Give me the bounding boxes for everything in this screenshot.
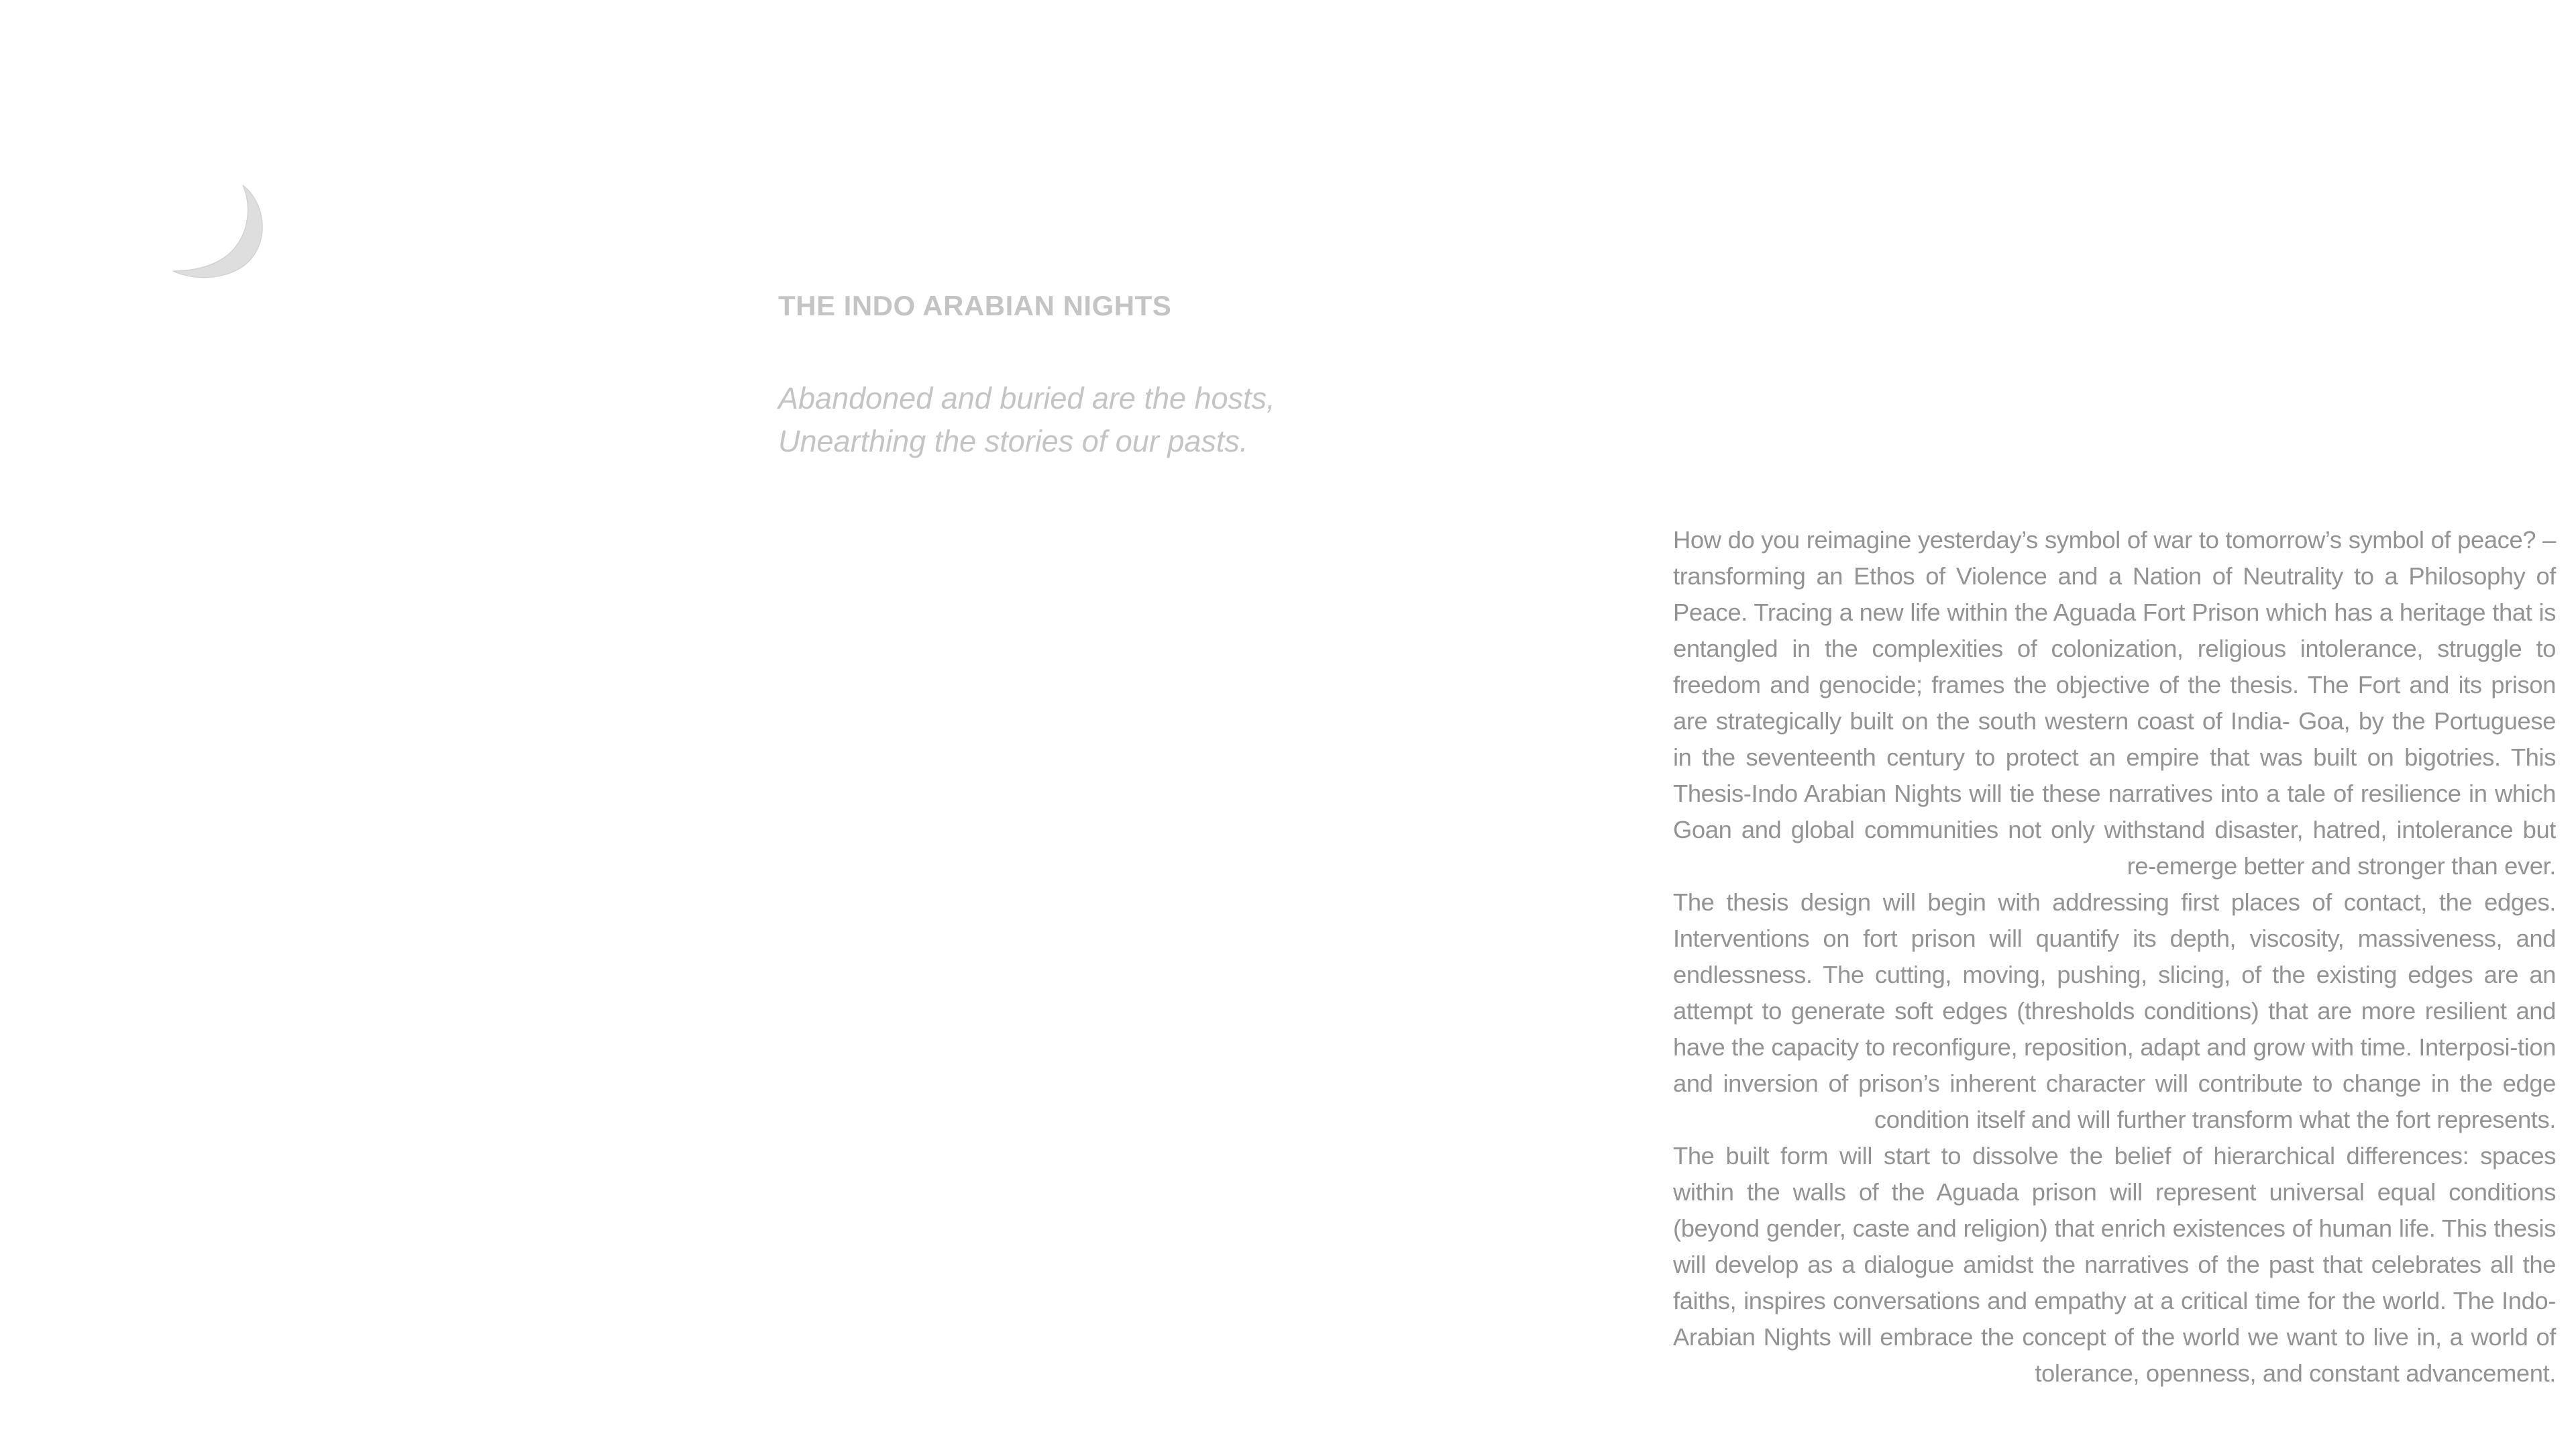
subtitle-line: Unearthing the stories of our pasts. <box>778 424 1248 458</box>
page-title: THE INDO ARABIAN NIGHTS <box>778 290 1172 321</box>
paragraph: How do you reimagine yesterday’s symbol of war to tomorrow’s symbol of peace? –transforming an Ethos of Violence and a Nation of Neutrality to a Philosophy of Peace. Tracing a new life within the Aguada Fort Prison which has a heritage that is entangled in the complexities of colonization, religious intolerance, struggle to freedom and genocide; frames the objective of the thesis. The Fort and its prison are strategically built on the south western coast of India- Goa, by the Portuguese in the seventeenth century to protect an empire that was built on bigotries. This Thesis-Indo Arabian Nights will tie these narratives into a tale of resilience in which Goan and global communities not only withstand disaster, hatred, intolerance but re-emerge better and stronger than ever. <box>1673 526 2556 880</box>
subtitle-line: Abandoned and buried are the hosts, <box>778 381 1275 415</box>
crescent-moon-icon <box>168 180 275 280</box>
subtitle <box>778 377 1275 463</box>
thesis-description <box>1673 522 2556 1392</box>
paragraph: The built form will start to dissolve the belief of hierarchical differences: spaces within the walls of the Aguada prison will represent universal equal conditions (beyond gender, caste and religion) that enrich existences of human life. This thesis will develop as a dialogue amidst the narratives of the past that celebrates all the faiths, inspires conversations and empathy at a critical time for the world. The Indo-Arabian Nights will embrace the concept of the world we want to live in, a world of tolerance, openness, and constant advancement. <box>1673 1142 2556 1387</box>
paragraph: The thesis design will begin with addressing first places of contact, the edges. Interventions on fort prison will quantify its depth, viscosity, massiveness, and endlessness. The cutting, moving, pushing, slicing, of the existing edges are an attempt to generate soft edges (thresholds conditions) that are more resilient and have the capacity to reconfigure, reposition, adapt and grow with time. Interposi-tion and inversion of prison’s inherent character will contribute to change in the edge condition itself and will further transform what the fort represents. <box>1673 888 2556 1133</box>
